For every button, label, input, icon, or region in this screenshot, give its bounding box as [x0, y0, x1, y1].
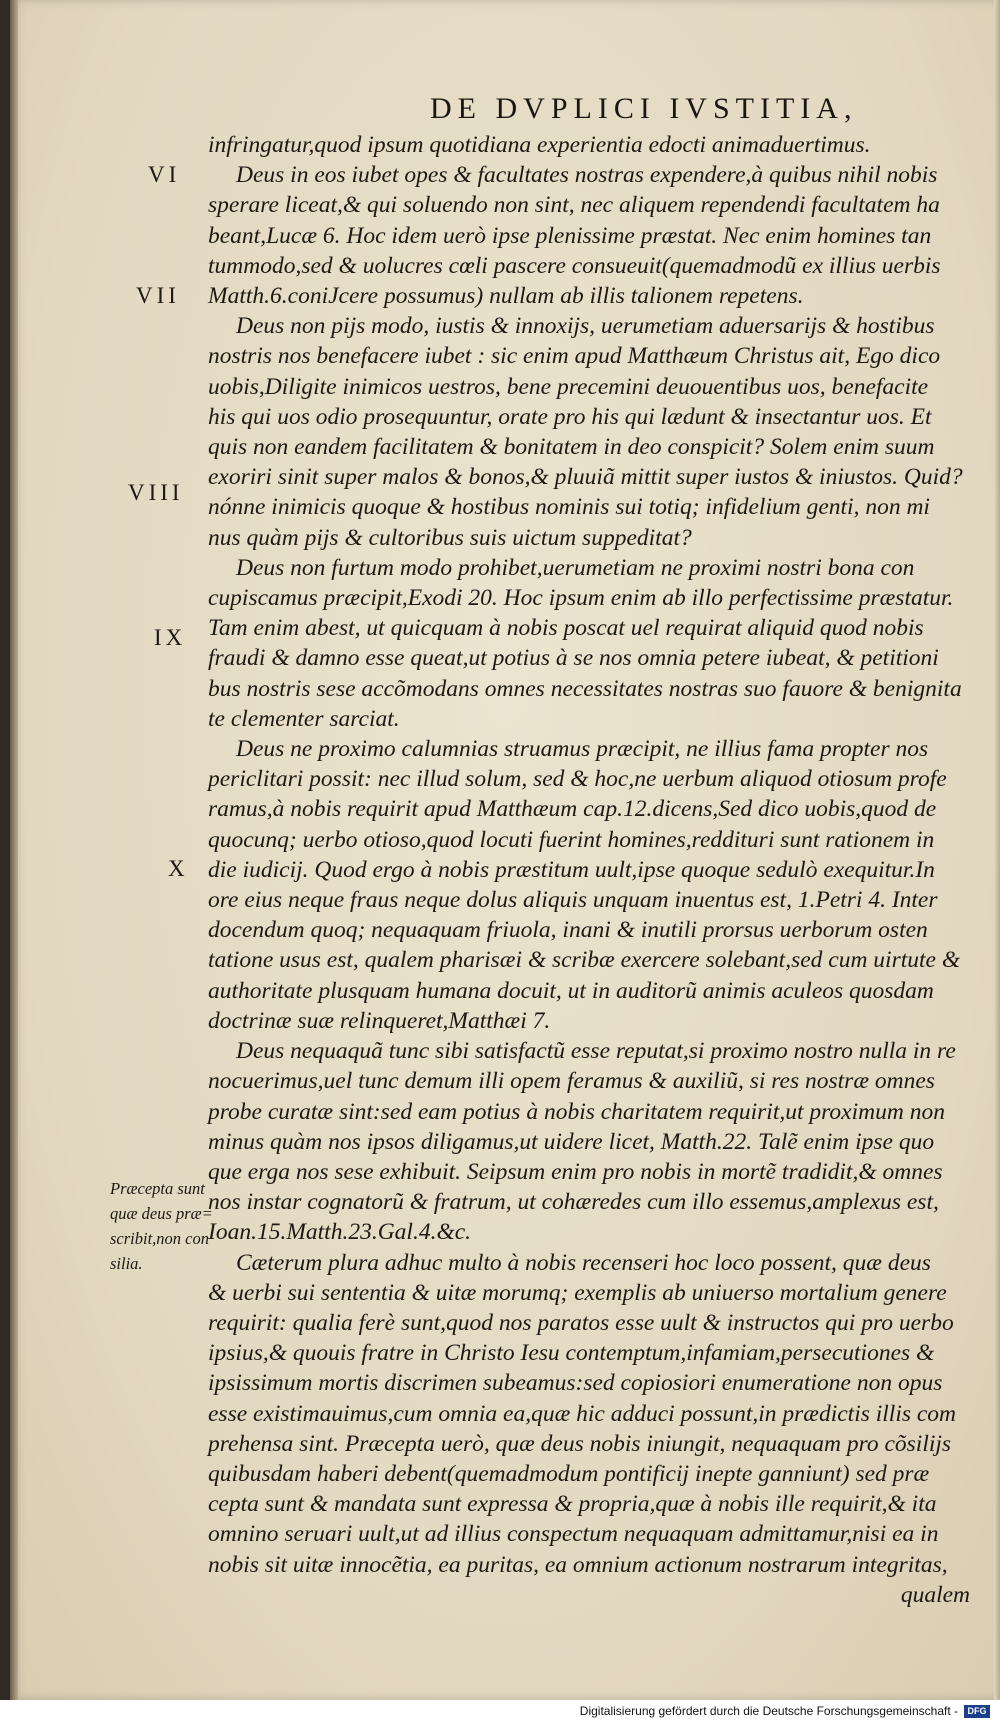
text-line: die iudicij. Quod ergo à nobis præstitum uult,ipse quoque sedulò exequitur.In: [208, 856, 935, 883]
section-numeral-x: X: [168, 856, 189, 881]
text-line: Deus in eos iubet opes & facultates nostras expendere,à quibus nihil nobis: [236, 162, 938, 189]
text-line: nostris nos benefacere iubet : sic enim apud Matthæum Christus ait, Ego dico: [208, 343, 941, 370]
text-line: quis non eandem facilitatem & bonitatem in deo conspicit? Solem enim suum: [208, 434, 935, 461]
text-line: probe curatæ sint:sed eam potius à nobis charitatem requirit,ut proximum non: [208, 1098, 945, 1125]
text-line: bus nostris sese accõmodans omnes necessitates nostras suo fauore & benignita: [208, 675, 962, 702]
text-line: minus quàm nos ipsos diligamus,ut uidere licet, Matth.22. Talẽ enim ipse quo: [208, 1128, 935, 1155]
book-page: [10, 0, 1000, 1700]
marginal-note-line: scribit,non con: [110, 1229, 209, 1248]
text-line: omnino seruari uult,ut ad illius conspectum nequaquam admittamur,nisi ea in: [208, 1521, 939, 1548]
gutter-shadow: [10, 0, 18, 1700]
text-line: cepta sunt & mandata sunt expressa & propria,quæ à nobis ille requirit,& ita: [208, 1491, 937, 1518]
text-line: Deus non furtum modo prohibet,uerumetiam ne proximi nostri bona con: [236, 554, 915, 581]
text-line: Deus nequaquã tunc sibi satisfactũ esse reputat,si proximo nostro nulla in re: [236, 1038, 956, 1065]
text-line: ramus,à nobis requirit apud Matthæum cap.12.dicens,Sed dico uobis,quod de: [208, 796, 937, 823]
text-line: ipsius,& quouis fratre in Christo Iesu contemptum,infamiam,persecutiones &: [208, 1340, 935, 1367]
text-line: nus quàm pijs & cultoribus suis uictum suppeditat?: [208, 524, 692, 551]
text-line: que erga nos sese exhibuit. Seipsum enim pro nobis in mortẽ tradidit,& omnes: [208, 1158, 943, 1185]
text-line: infringatur,quod ipsum quotidiana experientia edocti animaduertimus.: [208, 132, 871, 158]
text-line: doctrinæ suæ relinqueret,Matthæi 7.: [208, 1007, 551, 1034]
marginal-note-line: silia.: [110, 1254, 143, 1273]
section-numeral-vi: VI: [148, 162, 181, 187]
catchword: qualem: [900, 1581, 970, 1608]
section-numeral-viii: VIII: [128, 480, 184, 505]
section-numeral-vii: VII: [136, 283, 180, 308]
body-text: [208, 130, 970, 1610]
text-line: Tam enim abest, ut quicquam à nobis poscat uel requirat aliquid quod nobis: [208, 615, 924, 642]
text-line: authoritate plusquam humana docuit, ut in auditorũ animis aculeos quosdam: [208, 977, 934, 1004]
page-edge: [994, 0, 1000, 1700]
text-line: Cæterum plura adhuc multo à nobis recenseri hoc loco possent, quæ deus: [236, 1249, 931, 1276]
text-line: Deus ne proximo calumnias struamus præcipit, ne illius fama propter nos: [236, 736, 929, 763]
text-line: requirit: qualia ferè sunt,quod nos paratos esse uult & instructos qui pro uerbo: [208, 1309, 954, 1336]
text-line: ipsissimum mortis discrimen subeamus:sed copiosiori enumeratione non opus: [208, 1370, 943, 1397]
text-line: sperare liceat,& qui soluendo non sint, nec aliquem rependendi facultatem ha: [208, 192, 940, 219]
text-line: docendum quoq; nequaquam friuola, inani & inutili prorsus uerborum osten: [208, 917, 928, 944]
text-line: beant,Lucæ 6. Hoc idem uerò ipse plenissime præstat. Nec enim homines tan: [208, 222, 932, 249]
marginal-note-line: Præcepta sunt: [110, 1179, 205, 1198]
text-line: prehensa sint. Præcepta uerò, quæ deus nobis iniungit, nequaquam pro cõsilijs: [208, 1430, 952, 1457]
text-line: periclitari possit: nec illud solum, sed & hoc,ne uerbum aliquod otiosum profe: [208, 766, 947, 793]
section-numeral-ix: IX: [154, 625, 187, 650]
text-line: cupiscamus præcipit,Exodi 20. Hoc ipsum enim ab illo perfectissime præstatur.: [208, 585, 954, 612]
text-line: exoriri sinit super malos & bonos,& pluuiã mittit super iustos & iniustos. Quid?: [208, 464, 963, 491]
running-header: DE DVPLICI IVSTITIA,: [430, 92, 858, 125]
text-line: Deus non pijs modo, iustis & innoxijs, uerumetiam aduersarijs & hostibus: [236, 313, 935, 340]
text-line: nos instar cognatorũ & fratrum, ut cohæredes cum illo essemus,amplexus est,: [208, 1189, 939, 1216]
text-line: nónne inimicis quoque & hostibus nominis sui totiq; infidelium genti, non mi: [208, 494, 930, 521]
text-line: ore eius neque fraus neque dolus aliquis unquam inuentus est, 1.Petri 4. Inter: [208, 887, 938, 914]
dfg-logo: DFG: [964, 1705, 990, 1718]
footer-credit: Digitalisierung gefördert durch die Deutsche Forschungsgemeinschaft -: [579, 1704, 958, 1718]
text-line: quocunq; uerbo otioso,quod locuti fuerint homines,reddituri sunt rationem in: [208, 826, 935, 853]
text-line: & uerbi sui sententia & uitæ morumq; exemplis ab uniuerso mortalium genere: [208, 1279, 947, 1306]
text-line: esse existimauimus,cum omnia ea,quæ hic adduci possunt,in prædictis illis com: [208, 1400, 957, 1427]
text-line: tatione usus est, qualem pharisæi & scribæ exercere solebant,sed cum uirtute &: [208, 947, 961, 974]
text-line: fraudi & damno esse queat,ut potius à se nos omnia petere iubeat, & petitioni: [208, 645, 939, 672]
text-line: Ioan.15.Matth.23.Gal.4.&c.: [208, 1219, 472, 1246]
text-line: uobis,Diligite inimicos uestros, bene precemini deuouentibus uos, benefacite: [208, 373, 929, 400]
text-line: tummodo,sed & uolucres cœli pascere consueuit(quemadmodũ ex illius uerbis: [208, 252, 941, 279]
text-line: te clementer sarciat.: [208, 705, 400, 732]
text-line: nocuerimus,uel tunc demum illi opem feramus & auxiliũ, si res nostræ omnes: [208, 1068, 935, 1095]
text-line: his qui uos odio prosequuntur, orate pro his qui lædunt & insectantur uos. Et: [208, 403, 932, 430]
text-line: nobis sit uitæ innocẽtia, ea puritas, ea omnium actionum nostrarum integritas,: [208, 1551, 948, 1578]
text-line: Matth.6.coniJcere possumus) nullam ab illis talionem repetens.: [208, 283, 804, 310]
text-line: quibusdam haberi debent(quemadmodum pontificij inepte ganniunt) sed præ: [208, 1460, 930, 1487]
digitization-footer: [0, 1700, 1000, 1724]
marginal-note-line: quæ deus præ=: [110, 1204, 213, 1223]
